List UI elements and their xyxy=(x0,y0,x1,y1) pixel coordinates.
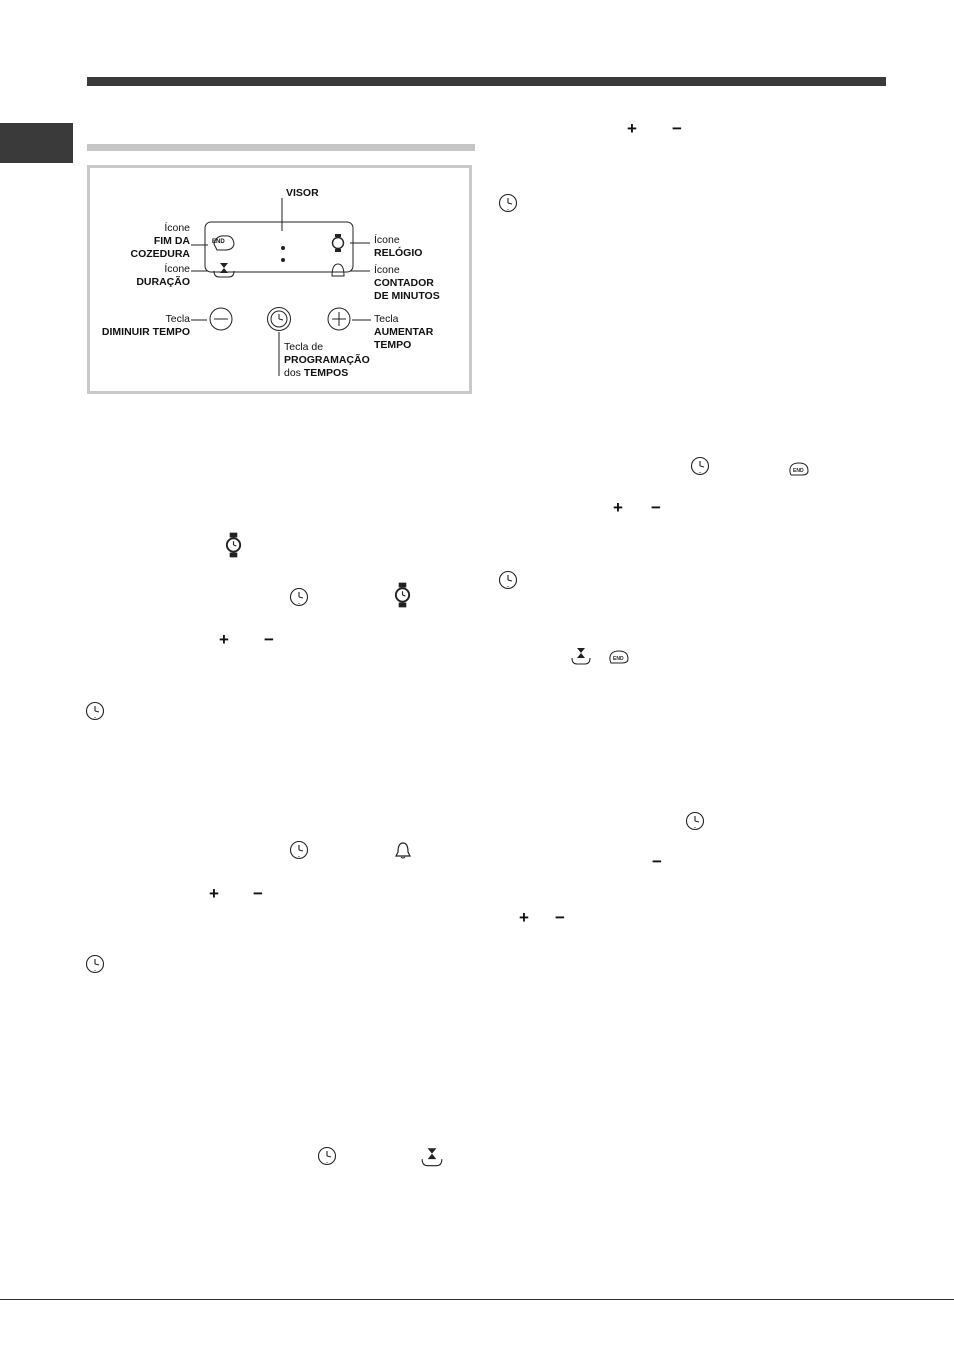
minus-symbol: − xyxy=(264,630,274,649)
duration-icon-label-2: DURAÇÃO xyxy=(136,276,190,288)
plus-symbol: + xyxy=(219,630,229,649)
clock-key-icon xyxy=(498,570,518,590)
clock-key-icon xyxy=(317,1146,337,1166)
bell-icon xyxy=(393,840,413,860)
clock-key-icon xyxy=(85,701,105,721)
minus-symbol: − xyxy=(253,884,263,903)
watch-icon xyxy=(393,581,412,609)
minus-key-label-2: DIMINUIR TEMPO xyxy=(101,326,190,338)
watch-icon xyxy=(224,531,243,559)
end-icon xyxy=(607,646,631,666)
plus-symbol: + xyxy=(627,119,637,138)
plus-symbol: + xyxy=(519,908,529,927)
clock-icon-label-1: Ícone xyxy=(374,234,400,246)
duration-icon xyxy=(570,646,592,666)
minus-key-label-1: Tecla xyxy=(165,313,190,325)
timer-icon-label-2: CONTADOR xyxy=(374,277,434,289)
end-icon-label-3: COZEDURA xyxy=(130,248,190,260)
minus-symbol: − xyxy=(651,498,661,517)
clock-key-icon xyxy=(690,456,710,476)
header-bar xyxy=(87,77,886,86)
timer-icon-label-1: Ícone xyxy=(374,264,400,276)
program-key-label-2: PROGRAMAÇÃO xyxy=(284,354,370,366)
plus-key-label-2: AUMENTAR xyxy=(374,326,434,338)
control-panel-diagram xyxy=(87,165,472,394)
plus-symbol: + xyxy=(613,498,623,517)
language-tab xyxy=(0,123,73,163)
program-key-label-3: dos TEMPOS xyxy=(284,367,349,379)
program-key-label-1: Tecla de xyxy=(284,341,324,353)
plus-symbol: + xyxy=(209,884,219,903)
section-heading-bar xyxy=(87,144,475,151)
footer-rule xyxy=(0,1299,954,1300)
duration-icon xyxy=(420,1146,444,1168)
clock-key-icon xyxy=(289,587,309,607)
end-icon-text: END xyxy=(212,239,225,245)
minus-symbol: − xyxy=(652,852,662,871)
duration-icon-label-1: Ícone xyxy=(164,263,190,275)
plus-key-label-3: TEMPO xyxy=(374,339,412,351)
clock-key-icon xyxy=(85,954,105,974)
end-icon-label-2: FIM DA xyxy=(153,235,190,247)
clock-key-icon xyxy=(289,840,309,860)
minus-symbol: − xyxy=(672,119,682,138)
timer-icon-label-3: DE MINUTOS xyxy=(374,290,440,302)
clock-icon-label-2: RELÓGIO xyxy=(374,247,423,259)
visor-label: VISOR xyxy=(286,187,319,199)
clock-key-icon xyxy=(685,811,705,831)
end-icon xyxy=(787,458,811,478)
end-icon-label-1: Ícone xyxy=(164,222,190,234)
minus-symbol: − xyxy=(555,908,565,927)
plus-key-label-1: Tecla xyxy=(374,313,399,325)
clock-key-icon xyxy=(498,193,518,213)
